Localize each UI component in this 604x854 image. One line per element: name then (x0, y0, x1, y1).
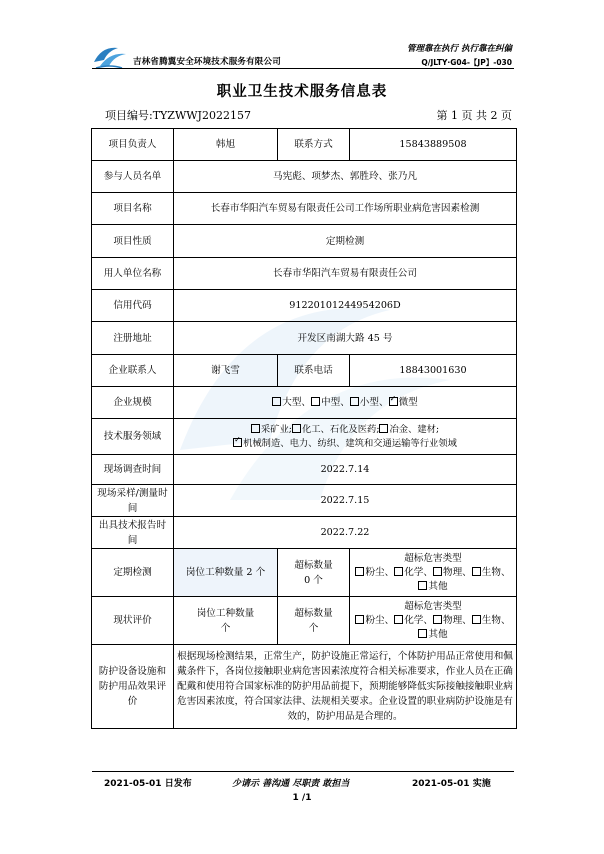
cell-value: 定期检测 (174, 225, 517, 258)
option-label: 粉尘、 (365, 566, 395, 578)
cell-value: 长春市华阳汽车贸易有限责任公司 (174, 258, 517, 290)
issue-date: 2021-05-01 日发布 (104, 779, 192, 789)
page-number: 1 /1 (292, 793, 312, 803)
footer-rule (92, 771, 514, 772)
cell-value: 2022.7.15 (174, 485, 517, 517)
checkbox-chemical-hazard[interactable] (394, 615, 403, 624)
cell-label: 信用代码 (92, 290, 174, 322)
table-row (92, 129, 517, 161)
cell-label: 企业规模 (92, 387, 174, 419)
table-row (92, 645, 517, 729)
cell-value: 长春市华阳汽车贸易有限责任公司工作场所职业病危害因素检测 (174, 193, 517, 225)
cell-value: 91220101244954206D (174, 290, 517, 322)
exceed-label: 超标数量 (294, 607, 333, 619)
checkbox-chemical-hazard[interactable] (394, 567, 403, 576)
option-label: 机械制造、电力、纺织、建筑和交通运输等行业领域 (243, 437, 457, 449)
footer-motto: 少请示 善沟通 尽职责 敢担当 (232, 779, 350, 789)
checkbox-dust[interactable] (355, 567, 364, 576)
post-label: 岗位工种数量 (196, 607, 255, 619)
cell-label: 项目性质 (92, 225, 174, 258)
cell-label: 项目名称 (92, 193, 174, 225)
project-number: 项目编号:TYZWWJ2022157 (105, 109, 251, 122)
post-count-cell (174, 597, 278, 645)
table-row (92, 597, 517, 645)
hazard-type-cell (350, 549, 517, 597)
table-row (92, 549, 517, 597)
checkbox-other[interactable] (418, 629, 427, 638)
cell-value: 岗位工种数量 2 个 (174, 549, 278, 597)
table-row (92, 355, 517, 387)
exceed-count-cell (278, 597, 350, 645)
info-table (91, 128, 517, 729)
checkbox-biological[interactable] (472, 567, 481, 576)
cell-label: 技术服务领域 (92, 419, 174, 455)
post-unit: 个 (220, 622, 231, 634)
cell-label: 现状评价 (92, 597, 174, 645)
service-field-options (174, 419, 517, 455)
checkbox-machinery[interactable] (233, 438, 242, 447)
checkbox-biological[interactable] (472, 615, 481, 624)
table-row (92, 258, 517, 290)
checkbox-chemical[interactable] (292, 424, 301, 433)
option-label: 微型 (398, 397, 418, 408)
document-code: Q/JLTY·G04-【JP】-030 (421, 58, 512, 67)
checkbox-micro[interactable] (389, 397, 398, 406)
exceed-value: 0 个 (304, 574, 323, 586)
header-slogan: 管理靠在执行 执行靠在纠偏 (407, 44, 512, 54)
page-indicator: 第 1 页 共 2 页 (436, 109, 512, 122)
table-row (92, 322, 517, 355)
option-label: 粉尘、 (365, 614, 395, 626)
option-label: 其他 (428, 628, 448, 640)
table-row (92, 225, 517, 258)
option-label: 生物、 (481, 614, 511, 626)
cell-label: 定期检测 (92, 549, 174, 597)
checkbox-other[interactable] (418, 581, 427, 590)
exceed-label: 超标数量 (294, 559, 333, 571)
option-label: 大型、 (282, 397, 312, 408)
checkbox-physical[interactable] (433, 567, 442, 576)
checkbox-dust[interactable] (355, 615, 364, 624)
page-title: 职业卫生技术服务信息表 (216, 84, 388, 100)
hazard-title: 超标危害类型 (404, 600, 462, 612)
option-label: 物理、 (443, 566, 472, 578)
option-label: 小型、 (359, 397, 389, 408)
evaluation-text: 根据现场检测结果，正常生产，防护设施正常运行，个体防护用品正常使用和佩戴条件下，各岗位接触职业病危害因素浓度符合相关标准要求，作业人员在正确配戴和使用符合国家标准的防护用品前提下，预期能够降低实际接触接触职业病危害因素浓度，符合国家法律、法规相关要求。企业设置的职业病防护设施是有效的，防护用品是合理的。 (174, 645, 517, 729)
cell-label: 项目负责人 (92, 129, 174, 161)
enterprise-scale-options (174, 387, 517, 419)
cell-label: 用人单位名称 (92, 258, 174, 290)
exceed-value: 个 (308, 622, 319, 634)
checkbox-large[interactable] (272, 397, 281, 406)
option-label: 化学、 (404, 614, 433, 626)
hazard-type-cell (350, 597, 517, 645)
wing-logo-icon (92, 42, 128, 70)
exceed-count-cell (278, 549, 350, 597)
cell-label: 现场调查时间 (92, 455, 174, 485)
table-row (92, 455, 517, 485)
cell-value: 开发区南湖大路 45 号 (174, 322, 517, 355)
cell-value: 谢飞雪 (174, 355, 278, 387)
checkbox-metallurgy[interactable] (379, 424, 388, 433)
table-row (92, 419, 517, 455)
checkbox-small[interactable] (350, 397, 359, 406)
cell-value: 15843889508 (350, 129, 517, 161)
cell-value: 2022.7.22 (174, 517, 517, 549)
cell-value: 马宪彪、项梦杰、郭胜玲、张乃凡 (174, 161, 517, 193)
option-label: 其他 (428, 580, 448, 592)
cell-label: 出具技术报告时间 (92, 517, 174, 549)
effective-date: 2021-05-01 实施 (412, 779, 491, 789)
option-label: 中型、 (321, 397, 350, 408)
table-row (92, 485, 517, 517)
table-row (92, 161, 517, 193)
cell-label: 企业联系人 (92, 355, 174, 387)
option-label: 物理、 (443, 614, 472, 626)
option-label: 生物、 (481, 566, 511, 578)
cell-label: 联系电话 (278, 355, 350, 387)
cell-value: 韩旭 (174, 129, 278, 161)
option-label: 采矿业; (260, 423, 292, 435)
option-label: 化学、 (404, 566, 433, 578)
table-row (92, 193, 517, 225)
checkbox-mining[interactable] (251, 424, 260, 433)
checkbox-medium[interactable] (311, 397, 320, 406)
checkbox-physical[interactable] (433, 615, 442, 624)
table-row (92, 517, 517, 549)
hazard-title: 超标危害类型 (404, 552, 462, 564)
table-row (92, 290, 517, 322)
cell-label: 防护设备设施和防护用品效果评价 (92, 645, 174, 729)
company-name: 吉林省腾翼安全环境技术服务有限公司 (133, 57, 281, 67)
option-label: 冶金、建材; (389, 423, 440, 435)
cell-value: 18843001630 (350, 355, 517, 387)
cell-label: 联系方式 (278, 129, 350, 161)
table-row (92, 387, 517, 419)
header-rule (92, 68, 514, 69)
option-label: 化工、石化及医药; (301, 423, 380, 435)
cell-label: 注册地址 (92, 322, 174, 355)
cell-value: 2022.7.14 (174, 455, 517, 485)
cell-label: 参与人员名单 (92, 161, 174, 193)
cell-label: 现场采样/测量时间 (92, 485, 174, 517)
